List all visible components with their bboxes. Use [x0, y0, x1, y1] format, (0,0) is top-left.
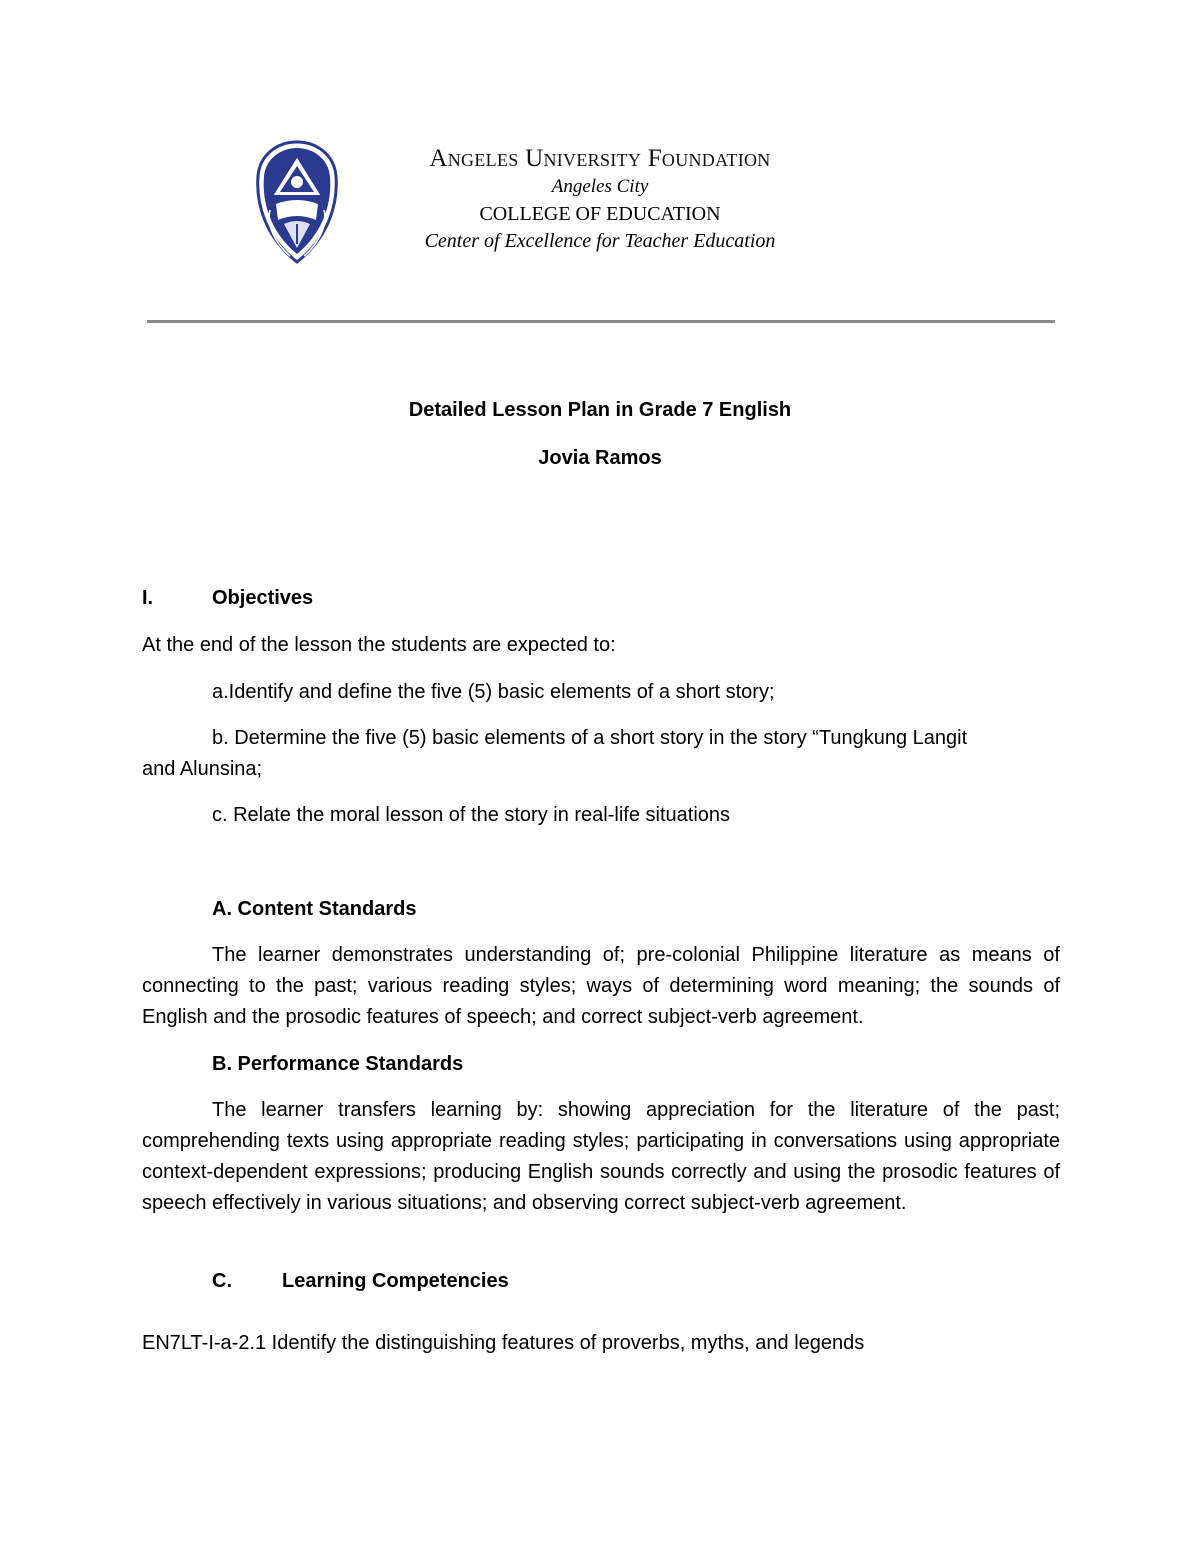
institution-header	[380, 144, 820, 255]
objectives-number: I.	[142, 587, 154, 609]
content-standards-text	[142, 940, 1060, 1033]
performance-standards-text	[142, 1095, 1060, 1219]
objectives-heading: Objectives	[212, 587, 314, 609]
performance-standards-body: The learner transfers learning by: showing appreciation for the literature of the past; comprehending texts using appropriate reading styles; participating in conversations using appropriate context-dependent expressions; producing English sounds correctly and using the prosodic features of speech effectively in various situations; and observing correct subject-verb agreement.	[142, 1099, 1060, 1214]
objectives-intro: At the end of the lesson the students are expected to:	[142, 634, 616, 656]
learning-competencies-letter: C.	[212, 1270, 232, 1292]
performance-standards-heading: B. Performance Standards	[212, 1053, 464, 1075]
objective-item: c. Relate the moral lesson of the story in real-life situations	[212, 804, 731, 826]
city-name: Angeles City	[551, 176, 649, 197]
header-divider	[147, 320, 1055, 323]
university-name: Angeles University Foundation	[429, 145, 771, 172]
objective-item: b. Determine the five (5) basic elements of a short story in the story “Tungkung Langit	[212, 727, 968, 749]
college-name: COLLEGE OF EDUCATION	[479, 203, 721, 225]
center-of-excellence: Center of Excellence for Teacher Education	[424, 230, 776, 252]
learning-competency-item: EN7LT-I-a-2.1 Identify the distinguishing features of proverbs, myths, and legends	[142, 1332, 865, 1354]
content-standards-heading: A. Content Standards	[212, 898, 417, 920]
document-author: Jovia Ramos	[538, 447, 662, 469]
university-seal-icon	[256, 140, 338, 264]
objective-item: a.Identify and define the five (5) basic elements of a short story;	[212, 681, 775, 703]
objective-item-continuation: and Alunsina;	[142, 758, 263, 780]
content-standards-body: The learner demonstrates understanding of; pre-colonial Philippine literature as means of connecting to the past; various reading styles; ways of determining word meaning; the sounds of English and the prosodic features of speech; and correct subject-verb agreement.	[142, 944, 1060, 1028]
learning-competencies-heading: Learning Competencies	[282, 1270, 509, 1292]
document-title: Detailed Lesson Plan in Grade 7 English	[408, 399, 792, 421]
